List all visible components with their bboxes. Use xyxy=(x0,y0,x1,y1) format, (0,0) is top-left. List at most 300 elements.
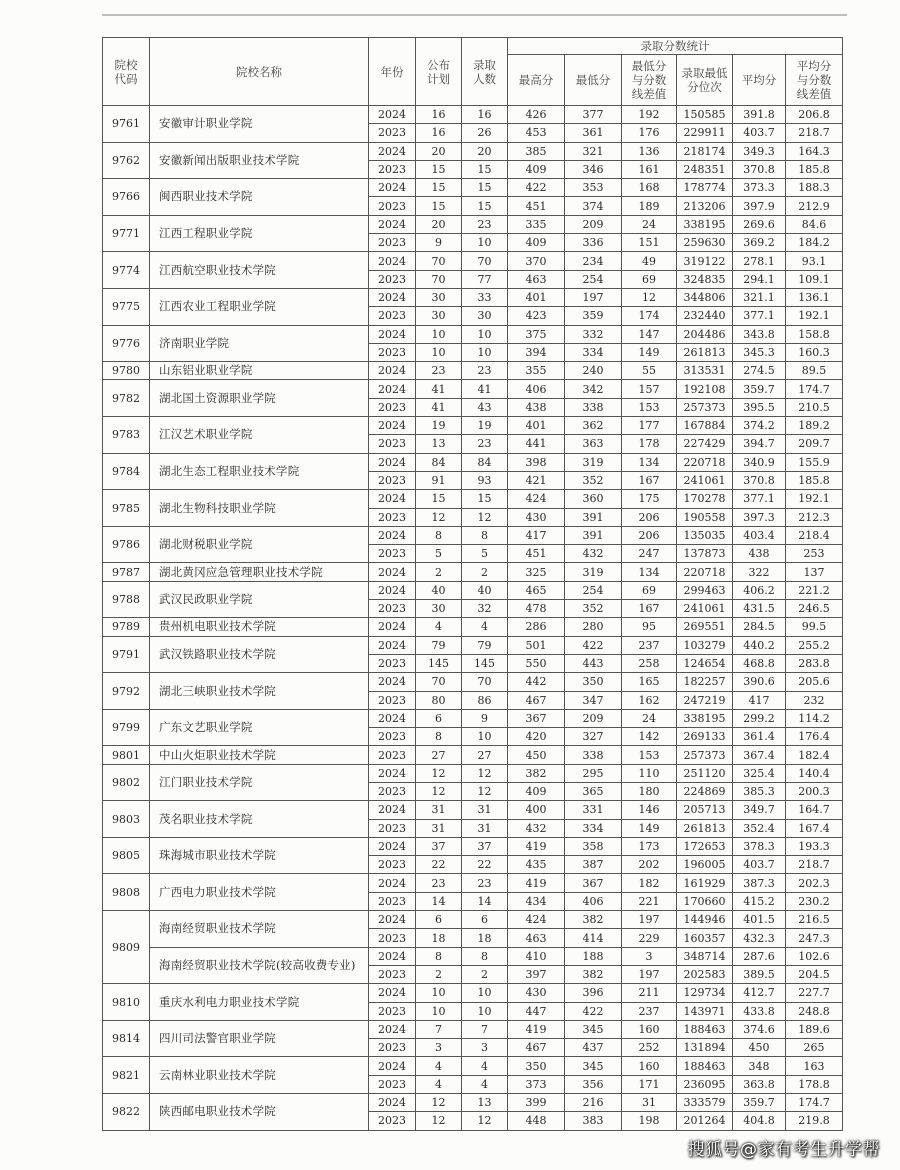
header-school-name: 院校名称 xyxy=(150,38,369,106)
min-rank-cell: 150585 xyxy=(677,106,733,124)
year-cell: 2023 xyxy=(369,197,416,215)
min-cell: 331 xyxy=(565,801,622,819)
avg-diff-cell: 246.5 xyxy=(786,600,843,618)
min-rank-cell: 167884 xyxy=(677,417,733,435)
school-name-cell: 江汉艺术职业学院 xyxy=(150,417,369,454)
school-code-cell: 9775 xyxy=(103,288,150,325)
admitted-cell: 5 xyxy=(462,545,508,563)
header-avg-diff: 平均分 与分数 线差值 xyxy=(786,55,843,106)
min-diff-cell: 69 xyxy=(622,581,677,599)
admitted-cell: 2 xyxy=(462,965,508,983)
year-cell: 2024 xyxy=(369,1057,416,1075)
school-code-cell: 9803 xyxy=(103,801,150,838)
avg-diff-cell: 109.1 xyxy=(786,270,843,288)
admitted-cell: 37 xyxy=(462,837,508,855)
year-cell: 2024 xyxy=(369,1020,416,1038)
max-cell: 438 xyxy=(508,398,565,416)
avg-diff-cell: 93.1 xyxy=(786,252,843,270)
min-cell: 383 xyxy=(565,1112,622,1130)
min-rank-cell: 257373 xyxy=(677,398,733,416)
plan-cell: 70 xyxy=(416,270,462,288)
avg-cell: 440.2 xyxy=(733,636,786,654)
admitted-cell: 14 xyxy=(462,892,508,910)
year-cell: 2023 xyxy=(369,270,416,288)
avg-diff-cell: 218.7 xyxy=(786,856,843,874)
plan-cell: 30 xyxy=(416,307,462,325)
plan-cell: 6 xyxy=(416,911,462,929)
table-row xyxy=(103,984,843,1002)
admitted-cell: 145 xyxy=(462,654,508,672)
min-diff-cell: 161 xyxy=(622,160,677,178)
year-cell: 2023 xyxy=(369,1112,416,1130)
avg-cell: 394.7 xyxy=(733,435,786,453)
min-diff-cell: 221 xyxy=(622,892,677,910)
table-row xyxy=(103,947,843,965)
max-cell: 463 xyxy=(508,270,565,288)
plan-cell: 41 xyxy=(416,380,462,398)
plan-cell: 5 xyxy=(416,545,462,563)
avg-cell: 401.5 xyxy=(733,911,786,929)
min-diff-cell: 149 xyxy=(622,819,677,837)
year-cell: 2023 xyxy=(369,929,416,947)
year-cell: 2023 xyxy=(369,234,416,252)
min-cell: 346 xyxy=(565,160,622,178)
min-diff-cell: 3 xyxy=(622,947,677,965)
avg-cell: 468.8 xyxy=(733,654,786,672)
avg-cell: 403.7 xyxy=(733,124,786,142)
avg-diff-cell: 221.2 xyxy=(786,581,843,599)
year-cell: 2023 xyxy=(369,471,416,489)
min-rank-cell: 236095 xyxy=(677,1075,733,1093)
avg-cell: 294.1 xyxy=(733,270,786,288)
admitted-cell: 79 xyxy=(462,636,508,654)
min-cell: 240 xyxy=(565,362,622,380)
admitted-cell: 15 xyxy=(462,160,508,178)
admitted-cell: 12 xyxy=(462,1112,508,1130)
avg-diff-cell: 164.7 xyxy=(786,801,843,819)
school-code-cell: 9799 xyxy=(103,709,150,746)
year-cell: 2024 xyxy=(369,362,416,380)
min-rank-cell: 257373 xyxy=(677,746,733,764)
min-cell: 334 xyxy=(565,819,622,837)
min-diff-cell: 55 xyxy=(622,362,677,380)
table-row xyxy=(103,746,843,764)
header-min: 最低分 xyxy=(565,55,622,106)
min-diff-cell: 147 xyxy=(622,325,677,343)
max-cell: 335 xyxy=(508,215,565,233)
min-diff-cell: 146 xyxy=(622,801,677,819)
max-cell: 467 xyxy=(508,691,565,709)
min-rank-cell: 182257 xyxy=(677,673,733,691)
school-code-cell: 9792 xyxy=(103,673,150,710)
min-diff-cell: 142 xyxy=(622,728,677,746)
plan-cell: 19 xyxy=(416,417,462,435)
admitted-cell: 31 xyxy=(462,819,508,837)
school-name-cell: 江门职业技术学院 xyxy=(150,764,369,801)
admitted-cell: 12 xyxy=(462,508,508,526)
min-cell: 358 xyxy=(565,837,622,855)
plan-cell: 2 xyxy=(416,965,462,983)
admitted-cell: 30 xyxy=(462,307,508,325)
min-rank-cell: 348714 xyxy=(677,947,733,965)
avg-diff-cell: 192.1 xyxy=(786,490,843,508)
min-rank-cell: 143971 xyxy=(677,1002,733,1020)
min-diff-cell: 178 xyxy=(622,435,677,453)
year-cell: 2024 xyxy=(369,453,416,471)
plan-cell: 30 xyxy=(416,600,462,618)
min-rank-cell: 131894 xyxy=(677,1039,733,1057)
min-rank-cell: 161929 xyxy=(677,874,733,892)
min-diff-cell: 160 xyxy=(622,1020,677,1038)
plan-cell: 30 xyxy=(416,288,462,306)
max-cell: 442 xyxy=(508,673,565,691)
min-diff-cell: 24 xyxy=(622,215,677,233)
plan-cell: 80 xyxy=(416,691,462,709)
admitted-cell: 23 xyxy=(462,435,508,453)
max-cell: 394 xyxy=(508,343,565,361)
avg-diff-cell: 167.4 xyxy=(786,819,843,837)
min-cell: 382 xyxy=(565,911,622,929)
avg-diff-cell: 140.4 xyxy=(786,764,843,782)
min-rank-cell: 259630 xyxy=(677,234,733,252)
school-name-cell: 贵州机电职业技术学院 xyxy=(150,618,369,636)
admitted-cell: 9 xyxy=(462,709,508,727)
table-row xyxy=(103,636,843,654)
avg-cell: 343.8 xyxy=(733,325,786,343)
min-rank-cell: 204486 xyxy=(677,325,733,343)
min-cell: 374 xyxy=(565,197,622,215)
min-cell: 347 xyxy=(565,691,622,709)
min-rank-cell: 261813 xyxy=(677,343,733,361)
min-diff-cell: 167 xyxy=(622,471,677,489)
plan-cell: 3 xyxy=(416,1039,462,1057)
admitted-cell: 4 xyxy=(462,618,508,636)
admitted-cell: 86 xyxy=(462,691,508,709)
plan-cell: 15 xyxy=(416,197,462,215)
min-rank-cell: 160357 xyxy=(677,929,733,947)
admitted-cell: 77 xyxy=(462,270,508,288)
min-cell: 362 xyxy=(565,417,622,435)
avg-cell: 278.1 xyxy=(733,252,786,270)
min-diff-cell: 197 xyxy=(622,911,677,929)
max-cell: 478 xyxy=(508,600,565,618)
school-name-cell: 海南经贸职业技术学院 xyxy=(150,911,369,948)
table-row xyxy=(103,801,843,819)
school-code-cell: 9805 xyxy=(103,837,150,874)
year-cell: 2024 xyxy=(369,984,416,1002)
avg-cell: 340.9 xyxy=(733,453,786,471)
max-cell: 448 xyxy=(508,1112,565,1130)
school-name-cell: 安徽新闻出版职业技术学院 xyxy=(150,142,369,179)
school-name-cell: 广东文艺职业学院 xyxy=(150,709,369,746)
school-name-cell: 湖北三峡职业技术学院 xyxy=(150,673,369,710)
header-max: 最高分 xyxy=(508,55,565,106)
min-cell: 188 xyxy=(565,947,622,965)
avg-diff-cell: 218.4 xyxy=(786,526,843,544)
school-name-cell: 湖北生态工程职业技术学院 xyxy=(150,453,369,490)
table-row xyxy=(103,618,843,636)
min-cell: 382 xyxy=(565,965,622,983)
max-cell: 419 xyxy=(508,874,565,892)
min-diff-cell: 151 xyxy=(622,234,677,252)
avg-cell: 438 xyxy=(733,545,786,563)
plan-cell: 31 xyxy=(416,819,462,837)
admitted-cell: 41 xyxy=(462,380,508,398)
plan-cell: 8 xyxy=(416,947,462,965)
school-code-cell: 9808 xyxy=(103,874,150,911)
avg-cell: 370.8 xyxy=(733,160,786,178)
plan-cell: 37 xyxy=(416,837,462,855)
min-cell: 321 xyxy=(565,142,622,160)
school-code-cell: 9814 xyxy=(103,1020,150,1057)
year-cell: 2024 xyxy=(369,801,416,819)
min-cell: 414 xyxy=(565,929,622,947)
plan-cell: 4 xyxy=(416,1057,462,1075)
min-cell: 422 xyxy=(565,636,622,654)
table-row xyxy=(103,142,843,160)
table-row xyxy=(103,490,843,508)
max-cell: 397 xyxy=(508,965,565,983)
admitted-cell: 10 xyxy=(462,325,508,343)
year-cell: 2023 xyxy=(369,1039,416,1057)
avg-cell: 374.6 xyxy=(733,1020,786,1038)
max-cell: 370 xyxy=(508,252,565,270)
year-cell: 2024 xyxy=(369,380,416,398)
min-diff-cell: 134 xyxy=(622,453,677,471)
admitted-cell: 23 xyxy=(462,874,508,892)
min-rank-cell: 103279 xyxy=(677,636,733,654)
avg-diff-cell: 99.5 xyxy=(786,618,843,636)
min-cell: 443 xyxy=(565,654,622,672)
school-code-cell: 9809 xyxy=(103,911,150,984)
school-code-cell: 9776 xyxy=(103,325,150,362)
year-cell: 2024 xyxy=(369,911,416,929)
admitted-cell: 70 xyxy=(462,673,508,691)
plan-cell: 4 xyxy=(416,618,462,636)
min-rank-cell: 190558 xyxy=(677,508,733,526)
admitted-cell: 3 xyxy=(462,1039,508,1057)
plan-cell: 8 xyxy=(416,728,462,746)
max-cell: 406 xyxy=(508,380,565,398)
header-plan: 公布 计划 xyxy=(416,38,462,106)
admitted-cell: 8 xyxy=(462,526,508,544)
plan-cell: 22 xyxy=(416,856,462,874)
min-diff-cell: 182 xyxy=(622,874,677,892)
min-cell: 432 xyxy=(565,545,622,563)
avg-diff-cell: 102.6 xyxy=(786,947,843,965)
min-rank-cell: 319122 xyxy=(677,252,733,270)
avg-diff-cell: 230.2 xyxy=(786,892,843,910)
year-cell: 2023 xyxy=(369,746,416,764)
avg-cell: 377.1 xyxy=(733,490,786,508)
plan-cell: 16 xyxy=(416,124,462,142)
min-cell: 327 xyxy=(565,728,622,746)
avg-diff-cell: 209.7 xyxy=(786,435,843,453)
school-name-cell: 重庆水利电力职业技术学院 xyxy=(150,984,369,1021)
plan-cell: 145 xyxy=(416,654,462,672)
max-cell: 421 xyxy=(508,471,565,489)
school-code-cell: 9786 xyxy=(103,526,150,563)
plan-cell: 15 xyxy=(416,160,462,178)
min-diff-cell: 211 xyxy=(622,984,677,1002)
header-code: 院校 代码 xyxy=(103,38,150,106)
min-diff-cell: 167 xyxy=(622,600,677,618)
admission-score-table xyxy=(102,37,843,1131)
school-code-cell: 9789 xyxy=(103,618,150,636)
max-cell: 409 xyxy=(508,234,565,252)
header-avg: 平均分 xyxy=(733,55,786,106)
school-name-cell: 陕西邮电职业技术学院 xyxy=(150,1094,369,1131)
year-cell: 2024 xyxy=(369,325,416,343)
max-cell: 451 xyxy=(508,197,565,215)
avg-diff-cell: 174.7 xyxy=(786,380,843,398)
min-rank-cell: 129734 xyxy=(677,984,733,1002)
school-name-cell: 湖北财税职业学院 xyxy=(150,526,369,563)
min-diff-cell: 168 xyxy=(622,179,677,197)
avg-diff-cell: 192.1 xyxy=(786,307,843,325)
school-code-cell: 9788 xyxy=(103,581,150,618)
avg-cell: 322 xyxy=(733,563,786,581)
min-cell: 319 xyxy=(565,453,622,471)
min-rank-cell: 144946 xyxy=(677,911,733,929)
avg-diff-cell: 155.9 xyxy=(786,453,843,471)
avg-diff-cell: 184.2 xyxy=(786,234,843,252)
table-row xyxy=(103,179,843,197)
min-rank-cell: 220718 xyxy=(677,453,733,471)
avg-diff-cell: 188.3 xyxy=(786,179,843,197)
min-rank-cell: 324835 xyxy=(677,270,733,288)
min-diff-cell: 171 xyxy=(622,1075,677,1093)
min-cell: 197 xyxy=(565,288,622,306)
min-rank-cell: 313531 xyxy=(677,362,733,380)
min-rank-cell: 192108 xyxy=(677,380,733,398)
admitted-cell: 12 xyxy=(462,782,508,800)
max-cell: 385 xyxy=(508,142,565,160)
max-cell: 286 xyxy=(508,618,565,636)
school-code-cell: 9810 xyxy=(103,984,150,1021)
avg-cell: 403.4 xyxy=(733,526,786,544)
min-cell: 234 xyxy=(565,252,622,270)
avg-cell: 352.4 xyxy=(733,819,786,837)
school-code-cell: 9766 xyxy=(103,179,150,216)
min-rank-cell: 261813 xyxy=(677,819,733,837)
min-rank-cell: 220718 xyxy=(677,563,733,581)
plan-cell: 70 xyxy=(416,673,462,691)
min-cell: 295 xyxy=(565,764,622,782)
avg-cell: 361.4 xyxy=(733,728,786,746)
school-code-cell: 9802 xyxy=(103,764,150,801)
min-rank-cell: 188463 xyxy=(677,1057,733,1075)
min-cell: 338 xyxy=(565,398,622,416)
avg-cell: 359.7 xyxy=(733,1094,786,1112)
min-rank-cell: 299463 xyxy=(677,581,733,599)
min-diff-cell: 176 xyxy=(622,124,677,142)
max-cell: 355 xyxy=(508,362,565,380)
year-cell: 2024 xyxy=(369,636,416,654)
school-name-cell: 茂名职业技术学院 xyxy=(150,801,369,838)
table-row xyxy=(103,837,843,855)
school-name-cell: 湖北黄冈应急管理职业技术学院 xyxy=(150,563,369,581)
min-diff-cell: 229 xyxy=(622,929,677,947)
min-rank-cell: 241061 xyxy=(677,471,733,489)
plan-cell: 20 xyxy=(416,215,462,233)
plan-cell: 12 xyxy=(416,764,462,782)
min-rank-cell: 229911 xyxy=(677,124,733,142)
year-cell: 2024 xyxy=(369,215,416,233)
year-cell: 2023 xyxy=(369,654,416,672)
year-cell: 2023 xyxy=(369,691,416,709)
plan-cell: 20 xyxy=(416,142,462,160)
max-cell: 398 xyxy=(508,453,565,471)
avg-diff-cell: 84.6 xyxy=(786,215,843,233)
school-name-cell: 四川司法警官职业学院 xyxy=(150,1020,369,1057)
avg-cell: 349.3 xyxy=(733,142,786,160)
year-cell: 2023 xyxy=(369,819,416,837)
year-cell: 2023 xyxy=(369,965,416,983)
min-cell: 209 xyxy=(565,709,622,727)
school-code-cell: 9822 xyxy=(103,1094,150,1131)
min-cell: 391 xyxy=(565,526,622,544)
year-cell: 2023 xyxy=(369,343,416,361)
avg-cell: 321.1 xyxy=(733,288,786,306)
admitted-cell: 7 xyxy=(462,1020,508,1038)
avg-diff-cell: 219.8 xyxy=(786,1112,843,1130)
admitted-cell: 8 xyxy=(462,947,508,965)
max-cell: 450 xyxy=(508,746,565,764)
plan-cell: 15 xyxy=(416,179,462,197)
admitted-cell: 10 xyxy=(462,234,508,252)
plan-cell: 31 xyxy=(416,801,462,819)
min-cell: 350 xyxy=(565,673,622,691)
admitted-cell: 15 xyxy=(462,490,508,508)
avg-cell: 284.5 xyxy=(733,618,786,636)
max-cell: 550 xyxy=(508,654,565,672)
avg-diff-cell: 253 xyxy=(786,545,843,563)
year-cell: 2024 xyxy=(369,947,416,965)
min-diff-cell: 173 xyxy=(622,837,677,855)
admitted-cell: 22 xyxy=(462,856,508,874)
year-cell: 2024 xyxy=(369,1094,416,1112)
admitted-cell: 6 xyxy=(462,911,508,929)
plan-cell: 7 xyxy=(416,1020,462,1038)
school-name-cell: 云南林业职业技术学院 xyxy=(150,1057,369,1094)
max-cell: 401 xyxy=(508,417,565,435)
admitted-cell: 10 xyxy=(462,1002,508,1020)
year-cell: 2024 xyxy=(369,764,416,782)
school-name-cell: 武汉铁路职业技术学院 xyxy=(150,636,369,673)
min-diff-cell: 180 xyxy=(622,782,677,800)
avg-diff-cell: 174.7 xyxy=(786,1094,843,1112)
plan-cell: 12 xyxy=(416,508,462,526)
school-name-cell: 湖北国土资源职业学院 xyxy=(150,380,369,417)
year-cell: 2023 xyxy=(369,508,416,526)
min-rank-cell: 338195 xyxy=(677,215,733,233)
avg-cell: 431.5 xyxy=(733,600,786,618)
table-row xyxy=(103,874,843,892)
table-row xyxy=(103,252,843,270)
avg-diff-cell: 218.7 xyxy=(786,124,843,142)
min-rank-cell: 172653 xyxy=(677,837,733,855)
plan-cell: 16 xyxy=(416,106,462,124)
school-name-cell: 海南经贸职业技术学院(较高收费专业) xyxy=(150,947,369,984)
min-cell: 280 xyxy=(565,618,622,636)
year-cell: 2024 xyxy=(369,709,416,727)
avg-diff-cell: 176.4 xyxy=(786,728,843,746)
avg-diff-cell: 205.6 xyxy=(786,673,843,691)
watermark: 搜狐号@家有考生升学帮 xyxy=(687,1140,880,1160)
min-rank-cell: 170660 xyxy=(677,892,733,910)
avg-cell: 406.2 xyxy=(733,581,786,599)
